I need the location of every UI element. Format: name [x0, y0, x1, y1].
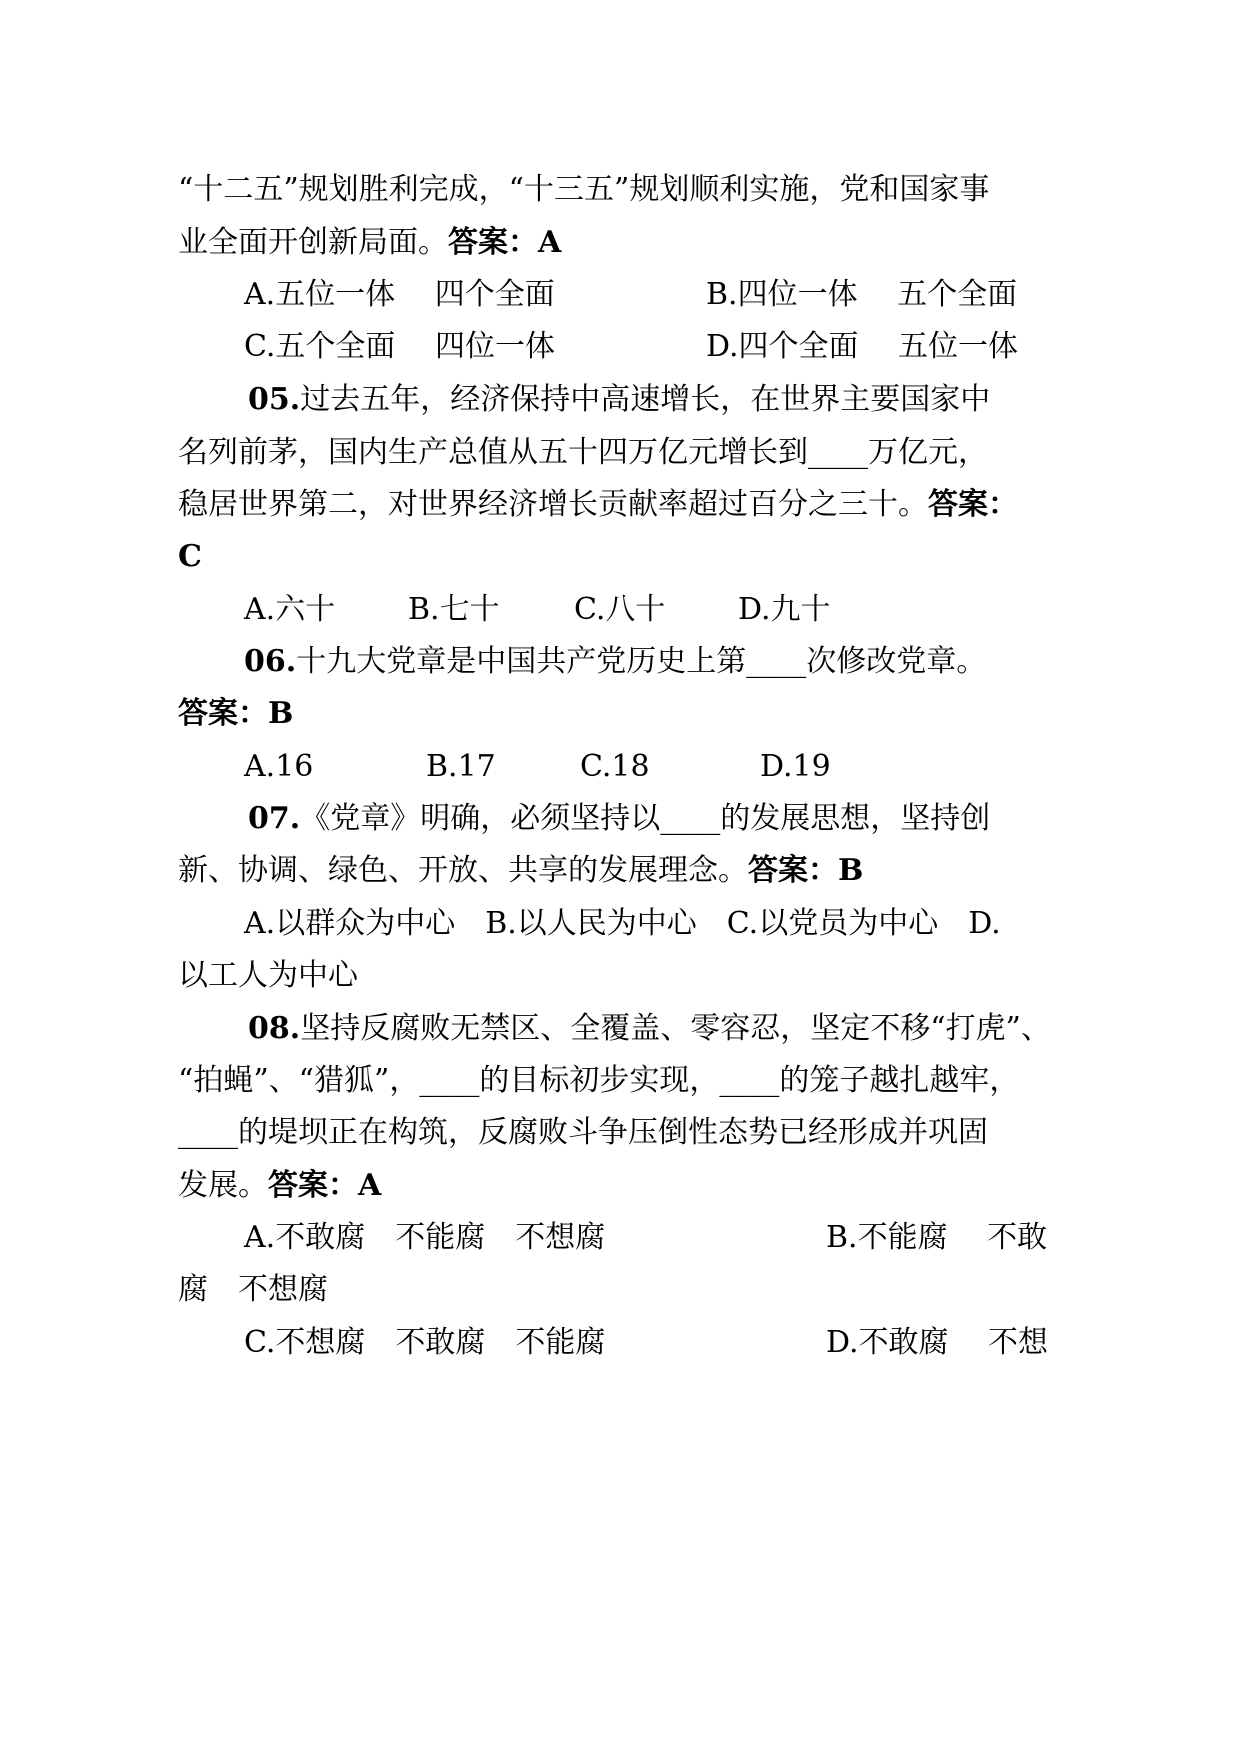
q06-options	[244, 747, 831, 787]
q04-options-row2	[244, 327, 1019, 367]
q07-options-line2: 以工人为中心	[178, 958, 358, 993]
q07-answer: B	[838, 853, 864, 888]
q06-option-d: D.19	[760, 749, 831, 784]
q05-option-a: A.六十	[244, 592, 336, 627]
q08-answer: A	[358, 1168, 382, 1203]
q08-option-c: C.不想腐 不敢腐 不能腐	[244, 1325, 606, 1360]
q08-text-line4	[178, 1166, 381, 1206]
q06-option-a: A.16	[244, 749, 314, 784]
q06-option-c: C.18	[580, 749, 650, 784]
q08-options-row1	[244, 1218, 1048, 1258]
q04-text: 业全面开创新局面。	[178, 225, 448, 260]
q06-option-b: B.17	[426, 749, 496, 784]
q04-options-row1	[244, 275, 1018, 315]
q07-number: 07.	[248, 801, 301, 836]
q04-text-line1: “十二五”规划胜利完成，“十三五”规划顺利实施，党和国家事	[178, 172, 990, 207]
q08-option-d: D.不敢腐 不想	[826, 1325, 1049, 1360]
q05-text: 过去五年，经济保持中高速增长，在世界主要国家中	[300, 382, 991, 417]
q08-answer-label: 答案：	[268, 1168, 358, 1203]
q05-option-b: B.七十	[408, 592, 500, 627]
q06-answer-label: 答案：	[178, 696, 268, 731]
q08-options-row2	[244, 1323, 1049, 1363]
q04-option-b: B.四位一体 五个全面	[706, 277, 1018, 312]
q05-answer-label: 答案：	[928, 487, 1018, 522]
q08-option-b: B.不能腐 不敢	[826, 1220, 1048, 1255]
q08-option-b-continued: 腐 不想腐	[178, 1272, 328, 1307]
q05-text-line3	[178, 485, 1018, 525]
q05-option-d: D.九十	[738, 592, 831, 627]
q04-answer-label: 答案：	[448, 225, 538, 260]
q08-text-line2: “拍蝇”、“猎狐”，____的目标初步实现，____的笼子越扎越牢，	[178, 1063, 1020, 1098]
q08-option-a: A.不敢腐 不能腐 不想腐	[244, 1220, 606, 1255]
q05-answer: C	[178, 539, 202, 574]
q08-text-line3: ____的堤坝正在构筑，反腐败斗争压倒性态势已经形成并巩固	[178, 1115, 988, 1150]
q08-number: 08.	[248, 1011, 301, 1046]
q05-text-line2: 名列前茅，国内生产总值从五十四万亿元增长到____万亿元，	[178, 435, 988, 470]
q05-option-c: C.八十	[574, 592, 666, 627]
q04-option-d: D.四个全面 五位一体	[706, 329, 1019, 364]
q06-text-line1	[244, 642, 986, 682]
q07-text-line2	[178, 851, 863, 891]
q04-text-line2	[178, 223, 561, 263]
q05-options	[244, 590, 831, 630]
q04-option-a: A.五位一体 四个全面	[244, 277, 555, 312]
q07-options-line1: A.以群众为中心 B.以人民为中心 C.以党员为中心 D.	[244, 906, 1001, 941]
q04-option-c: C.五个全面 四位一体	[244, 329, 555, 364]
q06-text: 十九大党章是中国共产党历史上第____次修改党章。	[296, 644, 987, 679]
q07-answer-label: 答案：	[748, 853, 838, 888]
q07-text-tail: 新、协调、绿色、开放、共享的发展理念。	[178, 853, 748, 888]
q07-text-line1	[248, 799, 990, 839]
q08-text-line1	[248, 1009, 1051, 1049]
q04-answer: A	[538, 225, 562, 260]
q08-text-tail: 发展。	[178, 1168, 268, 1203]
q08-text: 坚持反腐败无禁区、全覆盖、零容忍，坚定不移“打虎”、	[300, 1011, 1051, 1046]
q05-number: 05.	[248, 382, 301, 417]
q06-number: 06.	[244, 644, 297, 679]
q05-text-line1	[248, 380, 990, 420]
q07-text: 《党章》明确，必须坚持以____的发展思想，坚持创	[300, 801, 991, 836]
q05-text-tail: 稳居世界第二，对世界经济增长贡献率超过百分之三十。	[178, 487, 928, 522]
q06-answer-line	[178, 694, 293, 734]
q06-answer: B	[268, 696, 294, 731]
